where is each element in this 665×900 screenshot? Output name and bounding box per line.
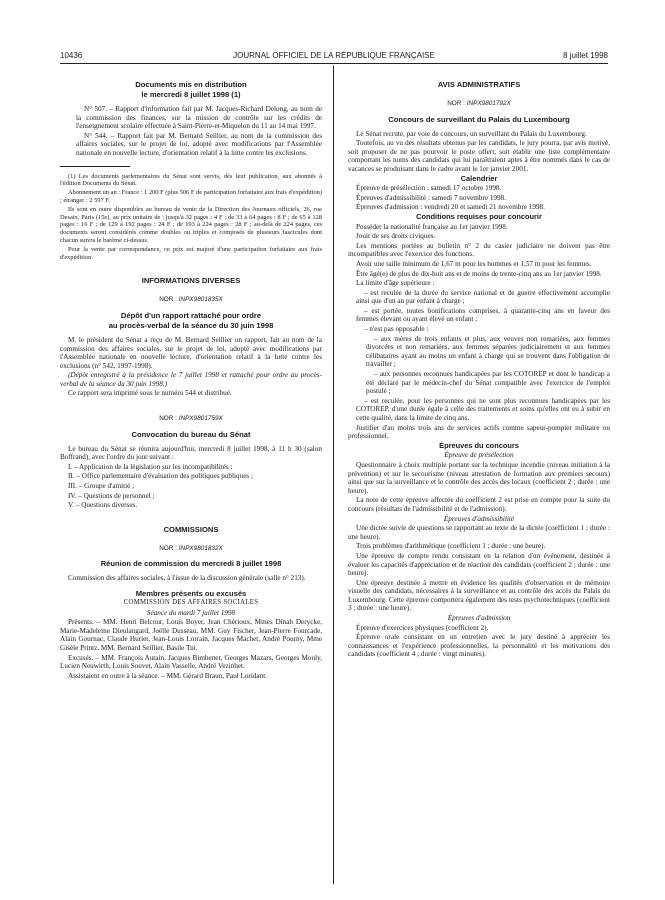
documents-section: [60, 80, 322, 158]
age-subitem: – aux personnes reconnues handicapées par les COTOREP et dont le handicap a été déclaré par le médecin-chef du Sénat compatible avec l'exercice de l'emploi postulé ;: [366, 370, 610, 396]
nor-reference: NOR : INPX9801792X: [447, 100, 511, 107]
preselection-title: Épreuve de présélection: [444, 451, 514, 460]
condition-para: Être âgé(e) de plus de dix-huit ans et de moins de trente-cinq ans au 1er janvier 1998.: [356, 269, 602, 278]
depot-para: Ce rapport sera imprimé sous le numéro 544 et distribué.: [68, 389, 232, 398]
seance-date: Séance du mardi 7 juillet 1998: [146, 608, 236, 617]
page-number: 10436: [60, 51, 83, 60]
age-item: – est portée, toutes bonifications comprises, à quarante-cinq ans en faveur des femmes élevant ou ayant élevé un enfant ;: [356, 306, 610, 324]
concours-intro: Le Sénat recrute, par voie de concours, un surveillant du Palais du Luxembourg.: [356, 129, 587, 138]
journal-title: JOURNAL OFFICIEL DE LA RÉPUBLIQUE FRANÇAISE: [233, 51, 435, 60]
agenda-item: V. – Questions diverses.: [68, 501, 138, 510]
calendrier-item: Épreuves d'admission : vendredi 20 et samedi 21 novembre 1998.: [356, 203, 545, 212]
commission-name: COMMISSION DES AFFAIRES SOCIALES: [123, 599, 259, 607]
depot-title: Dépôt d'un rapport rattaché pour ordre: [120, 310, 262, 320]
footnote-para: Ils sont en outre disponibles au bureau de vente de la Direction des Journaux officiels, 26, rue Desaix, Paris (15e), au prix unitaire de : jusqu'à 32 pages : 4 F ; de 33 à 64 pages : 8 F ; de 65 à 128 pages : 16 F ; de 129 à 192 pages : 24 F ; de 193 à 224 pages : 28 F ; au-delà de 224 pages, ces documents seront considérés comme doubles ou triples et composés de plusieurs fascicules dont chacun suivra le barème ci-dessus.: [60, 205, 322, 244]
admissibilite-para: Une épreuve de compte rendu consistant en la relation d'un événement, destinée à évaluer les capacités d'appréciation et de réaction des candidats (coefficient 2 ; durée : une heure).: [348, 551, 610, 578]
avis-title: AVIS ADMINISTRATIFS: [437, 80, 521, 89]
document-item: N° 507. – Rapport d'information fait par M. Jacques-Richard Delong, au nom de la commission des finances, sur la mission de contrôle sur les crédits de l'enseignement scolaire effectuée à Saint-Pierre-et-Miquelon du 11 au 14 mai 1997.: [76, 105, 322, 131]
agenda-item: IV. – Questions de personnel ;: [68, 491, 155, 500]
concours-title: Concours de surveillant du Palais du Luxembourg: [388, 114, 570, 124]
documents-subtitle: le mercredi 8 juillet 1998 (1): [141, 90, 241, 99]
footnote-para: (1) Les documents parlementaires du Sénat sont servis, dès leur publication, aux abonnés à l'édition Documents du Sénat.: [60, 172, 322, 188]
depot-section: [60, 311, 322, 398]
right-column: [348, 80, 610, 660]
commissions-title: COMMISSIONS: [163, 524, 219, 534]
admissibilite-para: Une dictée suivie de questions se rapportant au texte de la dictée (coefficient 1 ; durée : une heure).: [348, 524, 610, 541]
reunion-section: [60, 559, 322, 680]
admission-para: Épreuve orale consistant en un entretien avec le jury destiné à apprécier les connaissances et l'expérience professionnelles, la personnalité et les motivations des candidats (coefficient 4 ; durée : vingt minutes).: [348, 633, 610, 659]
issue-date: 8 juillet 1998: [563, 51, 608, 60]
agenda-item: I. – Application de la législation sur les incompatibilités ;: [68, 462, 233, 471]
column-divider: [333, 66, 334, 884]
condition-para: Avoir une taille minimum de 1,67 m pour les hommes et 1,57 m pour les femmes.: [356, 259, 592, 268]
footnote-para: Pour la vente par correspondance, ce prix est majoré d'une participation forfaitaire aux frais d'expédition.: [60, 245, 322, 261]
reunion-title: Réunion de commission du mercredi 8 juillet 1998: [100, 559, 282, 569]
nor-reference: NOR : INPX9801832X: [159, 544, 223, 552]
admissibilite-para: Une épreuve destinée à mettre en évidence les qualités d'observation et de mémoire visuelle des candidats, nécessaires à la surveillance et au contrôle des accès du Palais du Luxembourg. Cette épreuve comportera également des tests psychotechniques (coefficient 3 ; durée : une heure).: [348, 578, 610, 613]
nor-reference: NOR : INPX9801835X: [159, 296, 223, 304]
condition-para: La limite d'âge supérieure :: [356, 279, 435, 288]
admissibilite-para: Trois problèmes d'arithmétique (coefficient 1 ; durée : une heure).: [356, 542, 546, 551]
left-column: [60, 80, 322, 681]
documents-title: Documents mis en distribution: [135, 80, 247, 89]
calendrier-item: Épreuve de présélection : samedi 17 octobre 1998.: [356, 184, 502, 193]
condition-para: Les mentions portées au bulletin n° 2 du casier judiciaire ne doivent pas être incompatibles avec l'exercice des fonctions.: [348, 241, 610, 259]
depot-para: M. le président du Sénat a reçu de M. Bernard Seillier un rapport, fait au nom de la commission des affaires sociales, sur le projet de loi, adopté avec modifications par l'Assemblée nationale en nouvelle lecture, d'orientation relatif à la lutte contre les exclusions (n° 542, 1997-1998).: [60, 335, 322, 370]
calendrier-title: Calendrier: [460, 173, 498, 183]
membres-title: Membres présents ou excusés: [135, 589, 247, 599]
preselection-para: Questionnaire à choix multiple portant sur la technique incendie (niveau initiation à la prévention) et sur le secourisme (niveau attestation de formation aux premiers secours) ainsi que sur la surveillance et le contrôle des accès des locaux (coefficient 2 ; durée : une heure).: [348, 460, 610, 495]
presents-list: Présents. – MM. Henri Belcour, Louis Boyer, Jean Chérioux, Mmes Dinah Derycke, Marie-Madeleine Dieulangard, Joëlle Dusseau, MM. Guy Fischer, Jean-Pierre Fourcade, Alain Gournac, Claude Huriet, Jean-Louis Lorrain, Jacques Machet, André Pourny, Mme Gisèle Printz, MM. Bernard Seillier, Basile Tui.: [60, 618, 322, 652]
justifier-para: Justifier d'au moins trois ans de services actifs comme sapeur-pompier militaire ou professionnel.: [348, 423, 610, 441]
header-rule: [60, 63, 608, 64]
convocation-section: [60, 430, 322, 510]
epreuves-title: Épreuves du concours: [439, 440, 519, 450]
admission-title: Épreuves d'admission: [447, 614, 511, 623]
document-item: N° 544. – Rapport fait par M. Bernard Seillier, au nom de la commission des affaires sociales, sur le projet de loi, adopté avec modifications par l'Assemblée nationale en nouvelle lecture, d'orientation relatif à la lutte contre les exclusions.: [76, 131, 322, 157]
reunion-para: Commission des affaires sociales, à l'issue de la discussion générale (salle n° 213).: [68, 574, 306, 583]
age-item: – est reculée de la durée du service national et de guerre effectivement accomplie ainsi que d'un an par enfant à charge ;: [356, 288, 610, 306]
agenda-item: III. – Groupe d'amitié ;: [68, 482, 135, 491]
admission-para: Épreuve d'exercices physiques (coefficient 2).: [356, 623, 489, 632]
condition-para: Jouir de ses droits civiques.: [356, 232, 436, 241]
footnote-rule: [60, 166, 130, 167]
age-item: – n'est pas opposable :: [364, 325, 429, 334]
depot-subtitle: au procès-verbal de la séance du 30 juin 1998: [108, 320, 274, 330]
footnote: [60, 173, 322, 262]
preselection-para: La note de cette épreuve affectée du coefficient 2 est prise en compte pour la suite du concours (résultats de l'admissibilité et de l'admission).: [348, 496, 610, 513]
condition-para: Posséder la nationalité française au 1er janvier 1998.: [356, 222, 508, 231]
admissibilite-title: Épreuves d'admissibilité: [443, 514, 515, 523]
age-item: – est reculée, pour les personnes qui ne sont plus reconnues handicapées par les COTOREP, d'une durée égale à celle des traitements et soins qu'elles ont eu à subir en cette qualité, dans la limite de cinq ans.: [356, 396, 610, 422]
informations-title: INFORMATIONS DIVERSES: [141, 276, 241, 286]
page-header: [60, 50, 608, 62]
nor-reference: NOR : INPX9801759X: [159, 415, 223, 423]
age-subitem: – aux mères de trois enfants et plus, aux veuves non remariées, aux femmes divorcées et non remariées, aux femmes séparées judiciairement et aux femmes célibataires ayant au moins un enfant à charge qui se trouvent dans l'obligation de travailler ;: [366, 334, 610, 369]
footnote-para: Abonnement un an : France : 1 200 F (plus 506 F de participation forfaitaire aux frais d'expédition) ; étranger : 2 597 F.: [60, 189, 322, 204]
excuses-list: Excusés. – MM. François Autain, Jacques Bimbenet, Georges Mazars, Georges Mouly, Lucien Neuwirth, Louis Souvet, Alain Vasselle, André Vezinhet.: [60, 653, 322, 671]
calendrier-item: Épreuves d'admissibilité : samedi 7 novembre 1998.: [356, 193, 507, 202]
agenda-item: II. – Office parlementaire d'évaluation des politiques publiques ;: [68, 472, 253, 481]
depot-note: (Dépôt enregistré à la présidence le 7 juillet 1998 et rattaché pour ordre au procès-verbal de la séance du 30 juin 1998.): [60, 371, 322, 388]
convocation-intro: Le bureau du Sénat se réunira aujourd'hui, mercredi 8 juillet 1998, à 11 h 30 (salon Boffrand), avec l'ordre du jour suivant :: [60, 444, 322, 462]
convocation-title: Convocation du bureau du Sénat: [131, 429, 251, 439]
concours-intro: Toutefois, au vu des résultats obtenus par les candidats, le jury pourra, par avis motivé, soit proposer de ne pas pourvoir le poste offert, soit établir une liste complémentaire comportant les noms des candidats qui lui paraîtraient aptes à être nommés dans le cas de vacances se produisant dans le cadre avant le 1er janvier 2001.: [348, 139, 610, 173]
assistaient-list: Assistaient en outre à la séance. – MM. Gérard Braun, Paul Loridant.: [68, 671, 267, 680]
conditions-title: Conditions requises pour concourir: [416, 211, 542, 221]
